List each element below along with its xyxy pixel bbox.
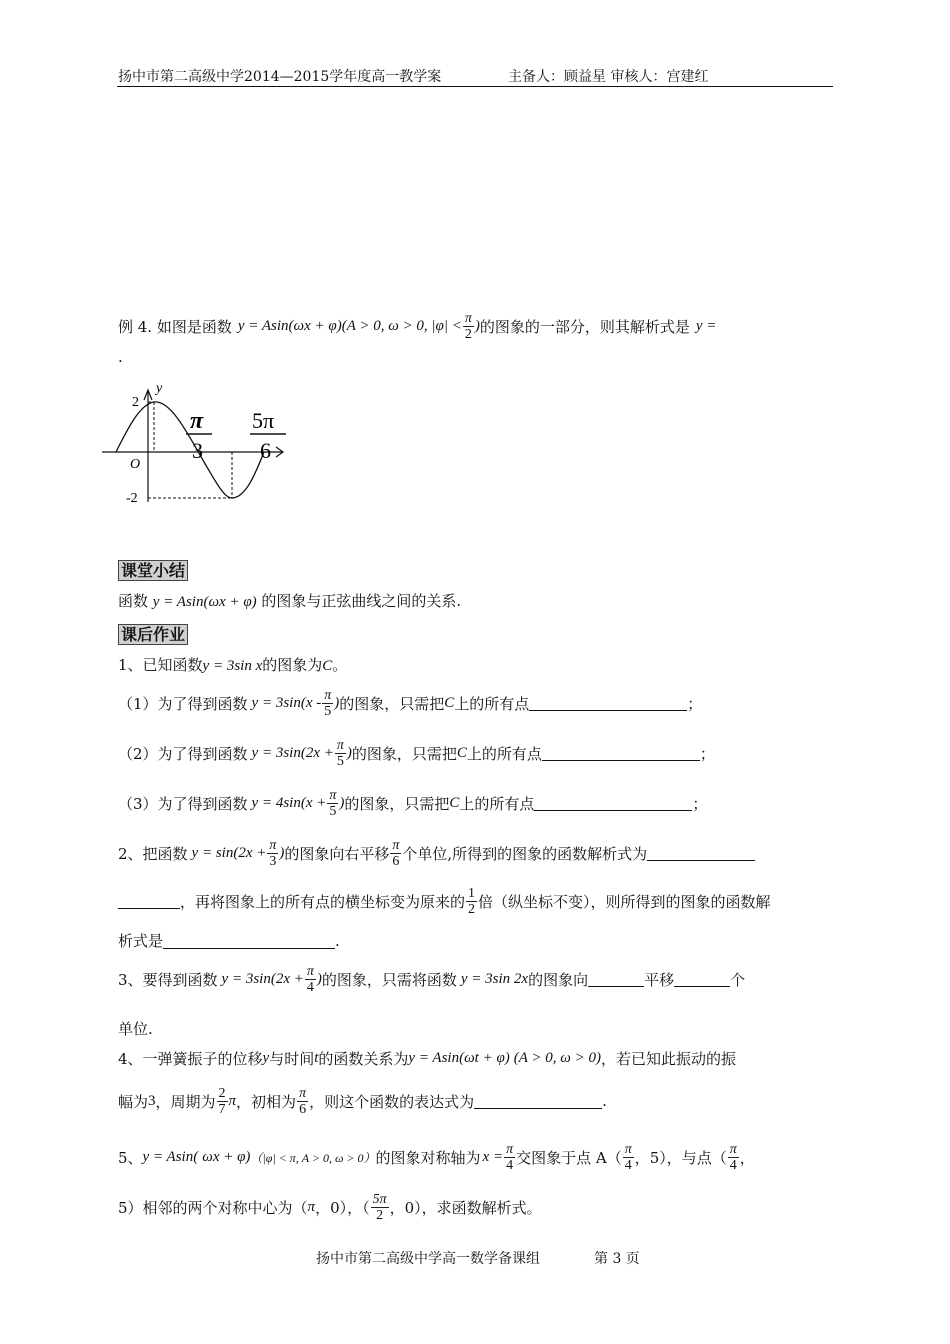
header-left: 扬中市第二高级中学2014—2015学年度高一教学案 [118,69,442,85]
fraction-numerator: π [392,837,400,853]
fraction-denominator: 2 [376,1207,384,1223]
q1-sub-formula: y = 3sin(x - [251,694,322,711]
q4-text-4: ，若已知此振动的振 [601,1050,737,1068]
q1-sub-end: ； [687,694,703,713]
q2-line-1 [118,832,755,874]
y-axis-label: y [156,381,163,396]
fraction-numerator: 5π [372,1191,387,1207]
q1-sub-c: C [449,794,460,811]
summary-heading: 课堂小结 [118,560,188,581]
q1-sub-label: （2）为了得到函数 [118,744,248,763]
fraction-numerator: π [506,1141,514,1157]
example-4-dot: . [118,348,123,366]
q1-sub-1 [118,682,702,724]
q1-sub-label: （3）为了得到函数 [118,794,248,813]
q4-text-6: ，周期为 [155,1092,216,1111]
q3-text-3: 的图象向 [528,970,589,989]
q5-text-8: ，0），求函数解析式。 [389,1198,542,1217]
fraction-numerator: π [299,1085,307,1101]
q2-text: 2、把函数 [118,844,188,863]
q1-sub-tail: 上的所有点 [454,694,530,713]
fraction-numerator: π [269,837,277,853]
fraction-numerator: π [306,963,314,979]
example-4 [118,306,716,346]
q1-intro-end: 。 [332,656,348,674]
q5-text-3: 交图象于点 A（ [516,1148,622,1167]
q4-text-3: 的函数关系为 [318,1050,409,1068]
q5-text: 5、 [118,1148,143,1167]
q1-sub-formula: y = 4sin(x + [251,794,327,811]
summary-prefix: 函数 [118,592,149,610]
max-label: 2 [132,395,139,410]
tick-1-numerator: π [190,408,204,434]
q5-formula: y = Asin( [142,1148,199,1165]
q3-text-5: 个 [730,970,746,989]
q5-text-4: ，5），与点（ [634,1148,727,1167]
fraction-denominator: 4 [624,1157,632,1173]
q2-line-2 [118,880,771,922]
summary-line [118,590,461,611]
homework-heading-wrap [118,622,188,645]
q4-amplitude: 3 [148,1092,156,1109]
fraction-numerator: π [336,737,344,753]
q4-formula: y = Asin(ωt + φ) [408,1050,510,1066]
q2-end: . [335,931,340,950]
q5-condition: （|φ| < π, A > 0, ω > 0） [250,1150,376,1165]
answer-blank[interactable] [588,971,644,987]
q4-pi: π [228,1092,237,1109]
q3-line-2: 单位. [118,1020,153,1038]
q5-xphi: x + φ) [212,1148,251,1165]
fraction-denominator: 5 [324,703,332,719]
q2-close: ) [279,844,285,861]
q4-line-2 [118,1080,607,1122]
q3-formula-2: y = 3sin 2x [460,970,529,987]
example-4-fraction [463,311,474,342]
q3-line-1 [118,958,745,1000]
answer-blank[interactable] [542,745,700,761]
header-rule [117,86,833,87]
q1-sub-c: C [444,694,455,711]
q2-text-6: 析式是 [118,932,164,950]
fraction-numerator: π [324,687,332,703]
header-right: 主备人：顾益星 审核人：宫建红 [508,69,709,85]
q5-line-1 [118,1136,755,1178]
q2-text-5: 倍（纵坐标不变），则所得到的图象的函数解 [478,892,771,911]
q5-text-5: ， [739,1148,755,1167]
q1-sub-end: ； [692,794,708,813]
fraction-denominator: 4 [306,979,314,995]
q1-intro [118,654,347,675]
answer-blank[interactable] [474,1093,602,1109]
q1-intro-text: 1、已知函数 [118,656,203,674]
q1-sub-end: ； [699,744,715,763]
q5-text-6: 5）相邻的两个对称中心为（ [118,1198,308,1217]
q1-sub-tail: 上的所有点 [466,744,542,763]
q4-text-8: ，则这个函数的表达式为 [309,1092,475,1111]
answer-blank[interactable] [529,695,687,711]
q1-sub-close: ) [334,694,340,711]
q1-sub-3 [118,782,707,824]
homework-heading: 课后作业 [118,624,188,645]
q1-formula: y = 3sin x [202,658,263,674]
q2-formula: y = sin(2x + [191,844,267,861]
q5-text-2: 的图象对称轴为 [375,1148,481,1167]
q1-sub-text: 的图象，只需把 [339,694,445,713]
answer-blank[interactable] [163,933,335,949]
origin-label: O [130,457,141,472]
q4-end: . [602,1092,607,1110]
tick-1-denominator: 3 [192,438,203,463]
q1-sub-2 [118,732,715,774]
example-4-formula: y = Asin(ωx + φ)(A > 0, ω > 0, |φ| < [237,317,462,334]
q3-formula: y = 3sin(2x + [221,970,304,987]
footer-page: 第 3 页 [594,1251,640,1267]
answer-blank[interactable] [674,971,730,987]
fraction-denominator: 5 [329,803,337,819]
q1-sub-text: 的图象，只需把 [344,794,450,813]
q5-line-2 [118,1186,542,1228]
answer-blank[interactable] [534,795,692,811]
q4-var-t: t [314,1050,319,1066]
tick-2-denominator: 6 [260,438,271,463]
fraction-numerator: π [329,787,337,803]
example-4-answer-var: y = [695,317,717,334]
q2-text-4: ，再将图象上的所有点的横坐标变为原来的 [180,892,466,911]
summary-formula: y = Asin(ωx + φ) [152,594,257,610]
q5-pi: π [307,1198,316,1215]
q1-sub-label: （1）为了得到函数 [118,694,248,713]
q3-close: ) [316,970,322,987]
q4-text-5: 幅为 [118,1092,149,1111]
fraction-numerator: 2 [218,1085,226,1101]
fraction-denominator: 4 [729,1157,737,1173]
fraction-numerator: π [464,310,472,326]
fraction-numerator: π [624,1141,632,1157]
q4-text-2: 与时间 [269,1050,315,1068]
q1-sub-tail: 上的所有点 [459,794,535,813]
fraction-denominator: 5 [336,753,344,769]
q4-var-y: y [262,1050,270,1066]
q2-text-3: 个单位,所得到的图象的函数解析式为 [402,844,648,863]
fraction-denominator: 6 [299,1101,307,1117]
example-4-close: ) [474,317,480,334]
q1-sub-c: C [456,744,467,761]
q5-xeq: x = [482,1148,504,1165]
answer-blank[interactable] [118,893,180,909]
q1-intro-text-2: 的图象为 [262,656,323,674]
q4-condition: (A > 0, ω > 0) [513,1050,601,1066]
fraction-numerator: 1 [468,885,476,901]
fraction-denominator: 2 [464,326,472,342]
q1-sub-close: ) [339,794,345,811]
q1-curve-c: C [322,658,333,674]
q1-sub-formula: y = 3sin(2x + [251,744,334,761]
q4-line-1 [118,1048,736,1069]
q2-text-2: 的图象向右平移 [284,844,390,863]
tick-2-numerator: 5π [252,408,275,433]
fraction-denominator: 3 [269,853,277,869]
summary-heading-wrap [118,558,188,581]
q1-sub-close: ) [346,744,352,761]
answer-blank[interactable] [647,845,755,861]
q4-text: 4、一弹簧振子的位移 [118,1050,263,1068]
example-4-suffix: 的图象的一部分，则其解析式是 [479,317,690,336]
fraction-numerator: π [729,1141,737,1157]
fraction-denominator: 6 [392,853,400,869]
min-label: -2 [126,491,138,506]
q3-text-2: 的图象，只需将函数 [321,970,457,989]
q2-line-3 [118,930,340,951]
fraction-denominator: 7 [218,1101,226,1117]
fraction-denominator: 2 [468,901,476,917]
q3-text: 3、要得到函数 [118,970,218,989]
example-4-prefix: 例 4. 如图是函数 [118,317,232,336]
q4-text-7: ，初相为 [236,1092,297,1111]
q5-text-7: ，0），（ [315,1198,370,1217]
q5-omega: ω [202,1148,213,1165]
fraction-denominator: 4 [506,1157,514,1173]
footer-school: 扬中市第二高级中学高一数学备课组 [316,1251,540,1267]
q3-text-4: 平移 [644,970,675,989]
sine-graph [100,378,300,508]
q1-sub-text: 的图象，只需把 [351,744,457,763]
summary-suffix: 的图象与正弦曲线之间的关系. [261,592,462,610]
